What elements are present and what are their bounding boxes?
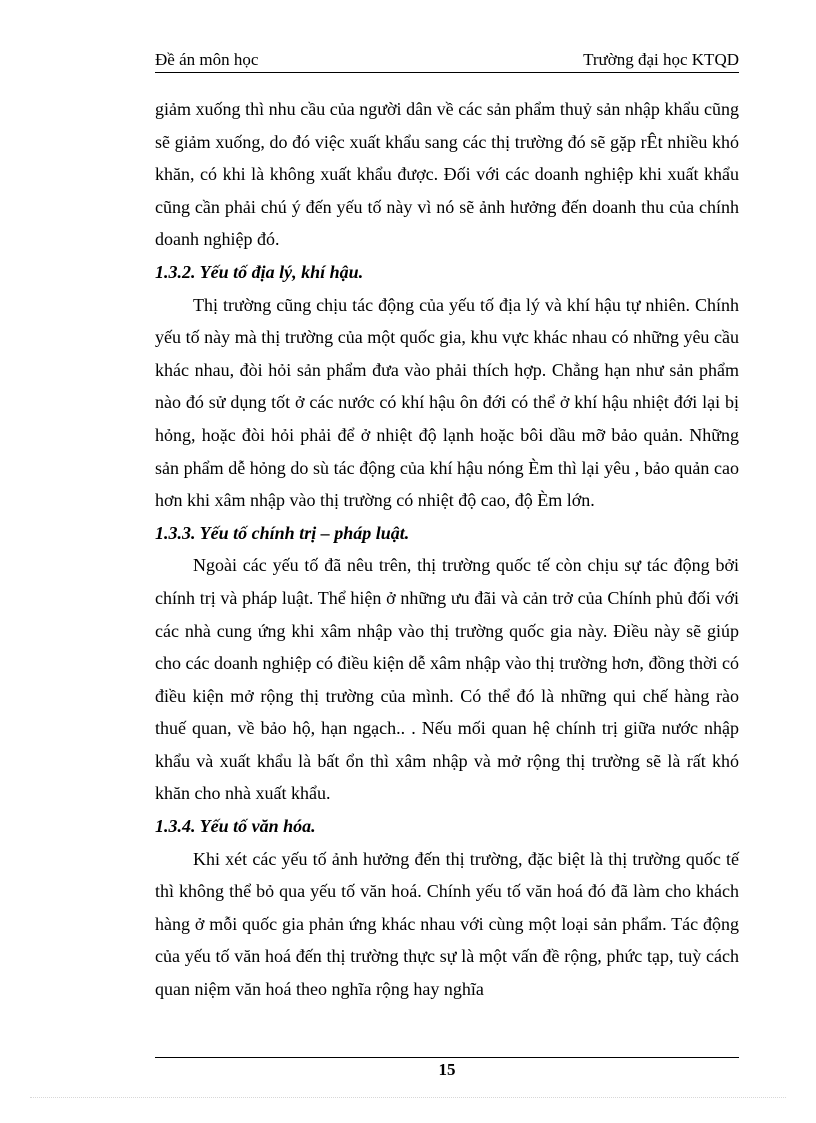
section-heading-1-3-3: 1.3.3. Yếu tố chính trị – pháp luật. [155,522,410,543]
page-header [155,50,739,70]
page-number: 15 [438,1060,456,1079]
paragraph-geography-climate: Thị trường cũng chịu tác động của yếu tố địa lý và khí hậu tự nhiên. Chính yếu tố này mà thị trường của một quốc gia, khu vực khác nhau có những yêu cầu khác nhau, đòi hỏi sản phẩm đưa vào phải thích hợp. Chẳng hạn như sản phẩm nào đó sử dụng tốt ở các nước có khí hậu ôn đới có thể ở khí hậu nhiệt đới lại bị hỏng, hoặc đòi hỏi phải để ở nhiệt độ lạnh hoặc bôi dầu mỡ bảo quản. Những sản phẩm dễ hỏng do sù tác động của khí hậu nóng Èm thì lại yêu , bảo quản cao hơn khi xâm nhập vào thị trường có nhiệt độ cao, độ Èm lớn. [155,294,739,511]
section-heading-1-3-2: 1.3.2. Yếu tố địa lý, khí hậu. [155,261,364,282]
paragraph-politics-law: Ngoài các yếu tố đã nêu trên, thị trường quốc tế còn chịu sự tác động bởi chính trị và pháp luật. Thể hiện ở những ưu đãi và cản trở của Chính phủ đối với các nhà cung ứng khi xâm nhập vào thị trường quốc gia này. Điều này sẽ giúp cho các doanh nghiệp có điều kiện dễ xâm nhập vào thị trường hơn, đồng thời có điều kiện mở rộng thị trường của mình. Có thể đó là những qui chế hàng rào thuế quan, về bảo hộ, hạn ngạch.. . Nếu mối quan hệ chính trị giữa nước nhập khẩu và xuất khẩu là bất ổn thì xâm nhập và mở rộng thị trường sẽ là rất khó khăn cho nhà xuất khẩu. [155,555,739,804]
section-heading-1-3-4: 1.3.4. Yếu tố văn hóa. [155,816,316,837]
header-divider [155,72,739,73]
footer-divider [155,1057,739,1058]
intro-paragraph: giảm xuống thì nhu cầu của người dân về các sản phẩm thuỷ sản nhập khẩu cũng sẽ giảm xuống, do đó việc xuất khẩu sang các thị trường đó sẽ gặp rÊt nhiều khó khăn, có khi là không xuất khẩu được. Đối với các doanh nghiệp khi xuất khẩu cũng cần phải chú ý đến yếu tố này vì nó sẽ ảnh hưởng đến doanh thu của chính doanh nghiệp đó. [155,99,739,250]
header-course-title: Đề án môn học [155,50,259,69]
paragraph-culture: Khi xét các yếu tố ảnh hưởng đến thị trường, đặc biệt là thị trường quốc tế thì không thể bỏ qua yếu tố văn hoá. Chính yếu tố văn hoá đó đã làm cho khách hàng ở mỗi quốc gia phản ứng khác nhau với cùng một loại sản phẩm. Tác động của yếu tố văn hoá đến thị trường thực sự là một vấn đề rộng, phức tạp, tuỳ cách quan niệm văn hoá theo nghĩa rộng hay nghĩa [155,848,739,1000]
document-body [155,93,739,1006]
header-university-name: Trường đại học KTQD [583,50,739,69]
page-edge-divider [30,1097,786,1098]
